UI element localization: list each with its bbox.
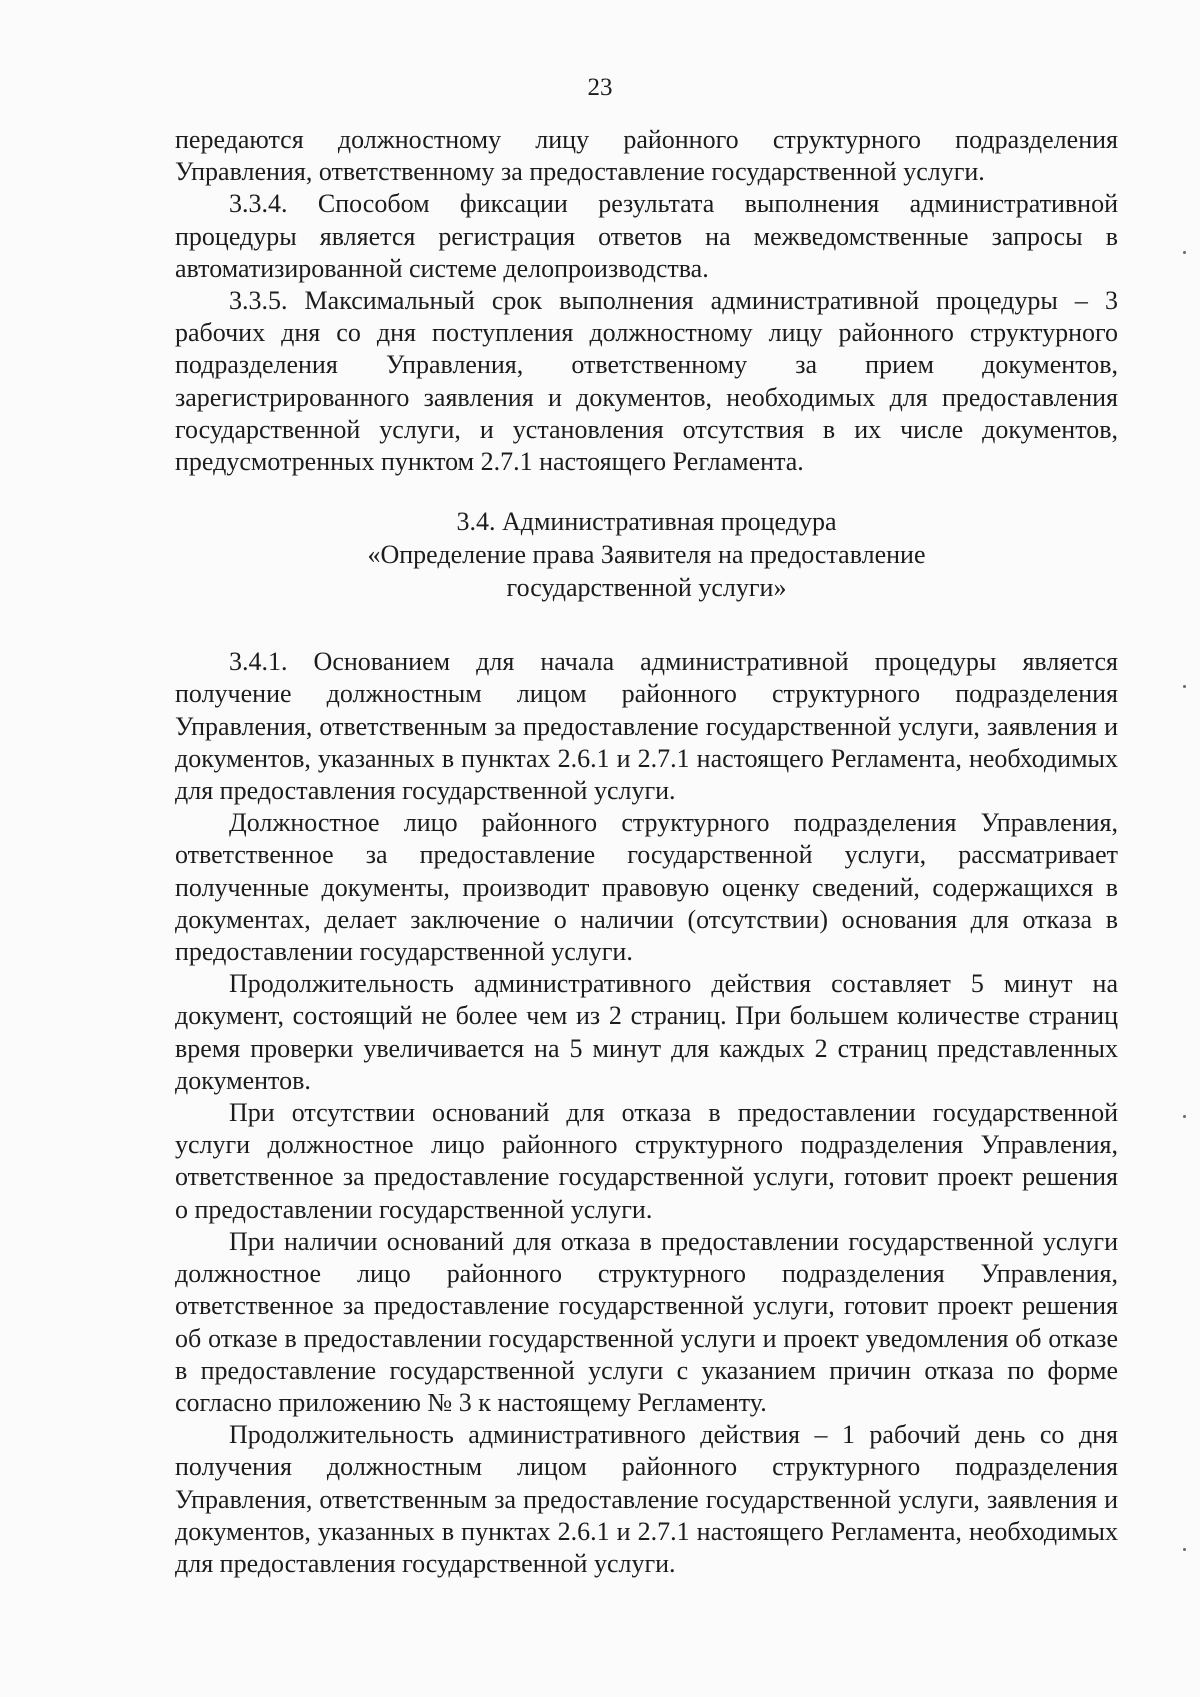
- paragraph-review-documents: Должностное лицо районного структурного подразделения Управления, ответственное за предоставление государственной услуги, рассматривает полученные документы, производит правовую оценку сведений, содержащихся в документах, делает заключение о наличии (отсутствии) основания для отказа в предоставлении государственной услуги.: [175, 808, 1118, 967]
- paragraph-grant-decision: При отсутствии оснований для отказа в предоставлении государственной услуги должностное лицо районного структурного подразделения Управления, ответственное за предоставление государственной услуги, готовит проект решения о предоставлении государственной услуги.: [175, 1098, 1118, 1224]
- section-heading-line-1: 3.4. Административная процедура: [456, 507, 837, 537]
- section-heading-3-4: [175, 505, 1118, 604]
- scan-speck: [1183, 1115, 1186, 1118]
- document-body: [175, 124, 1118, 1580]
- paragraph-duration-action: Продолжительность административного действия – 1 рабочий день со дня получения должностным лицом районного структурного подразделения Управления, ответственным за предоставление государственной услуги, заявления и документов, указанных в пунктах 2.6.1 и 2.7.1 настоящего Регламента, необходимых для предоставления государственной услуги.: [175, 1420, 1118, 1578]
- section-heading-line-2: «Определение права Заявителя на предоставление: [367, 540, 926, 570]
- paragraph-3-4-1: 3.4.1. Основанием для начала административной процедуры является получение должностным лицом районного структурного подразделения Управления, ответственным за предоставление государственной услуги, заявления и документов, указанных в пунктах 2.6.1 и 2.7.1 настоящего Регламента, необходимых для предоставления государственной услуги.: [175, 647, 1118, 806]
- paragraph-3-3-4: 3.3.4. Способом фиксации результата выполнения административной процедуры является регистрация ответов на межведомственные запросы в автоматизированной системе делопроизводства.: [175, 189, 1118, 283]
- paragraph-continuation: передаются должностному лицу районного структурного подразделения Управления, ответственному за предоставление государственной услуги.: [175, 125, 1118, 187]
- page-number: 23: [587, 74, 613, 101]
- paragraph-refusal-decision: При наличии оснований для отказа в предоставлении государственной услуги должностное лицо районного структурного подразделения Управления, ответственное за предоставление государственной услуги, готовит проект решения об отказе в предоставлении государственной услуги и проект уведомления об отказе в предоставление государственной услуги с указанием причин отказа по форме согласно приложению № 3 к настоящему Регламенту.: [175, 1226, 1118, 1417]
- scan-speck: [1183, 1548, 1186, 1551]
- paragraph-duration-check: Продолжительность административного действия составляет 5 минут на документ, состоящий не более чем из 2 страниц. При большем количестве страниц время проверки увеличивается на 5 минут для каждых 2 страниц представленных документов.: [175, 969, 1118, 1095]
- paragraph-3-3-5: 3.3.5. Максимальный срок выполнения административной процедуры – 3 рабочих дня со дня поступления должностному лицу районного структурного подразделения Управления, ответственному за прием документов, зарегистрированного заявления и документов, необходимых для предоставления государственной услуги, и установления отсутствия в их числе документов, предусмотренных пунктом 2.7.1 настоящего Регламента.: [175, 286, 1118, 477]
- section-heading-line-3: государственной услуги»: [506, 573, 787, 603]
- scan-speck: [1183, 251, 1186, 254]
- scan-speck: [1183, 685, 1186, 688]
